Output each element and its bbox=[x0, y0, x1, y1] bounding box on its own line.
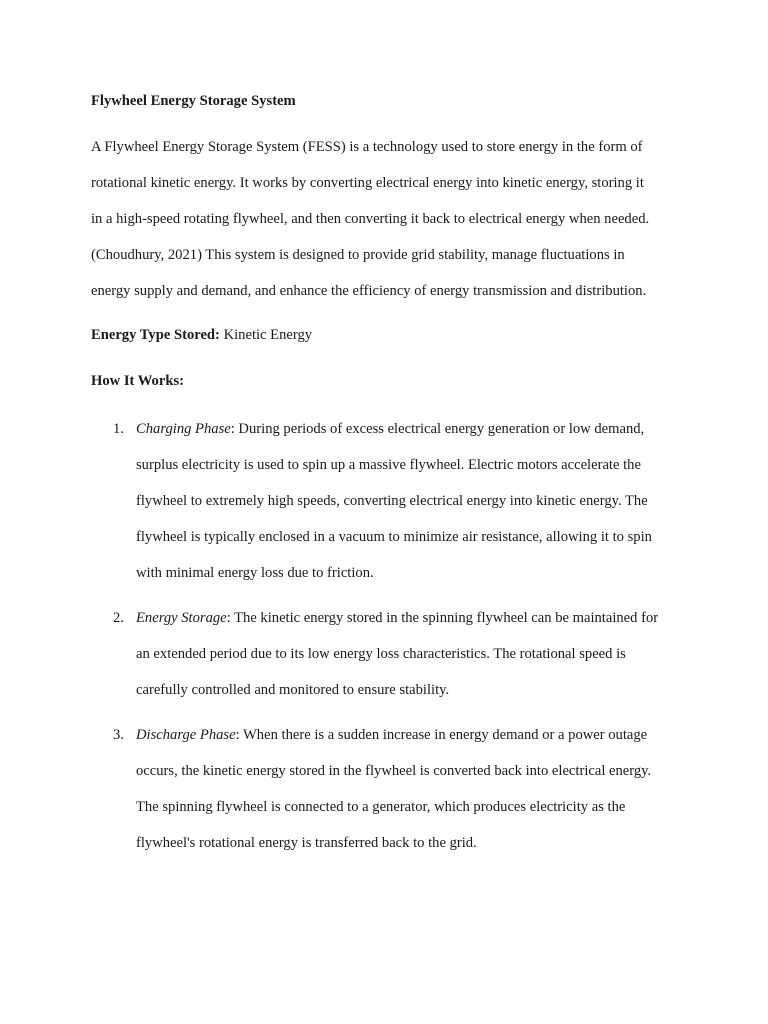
list-line bbox=[136, 419, 696, 455]
list-line: flywheel's rotational energy is transferred back to the grid. bbox=[136, 835, 477, 851]
list-line: an extended period due to its low energy loss characteristics. The rotational speed is bbox=[136, 646, 626, 662]
paragraph-line: rotational kinetic energy. It works by converting electrical energy into kinetic energy, storing it bbox=[91, 175, 644, 191]
list-line: occurs, the kinetic energy stored in the flywheel is converted back into electrical energy. bbox=[136, 763, 652, 779]
list-line bbox=[136, 608, 696, 644]
list-number: 1. bbox=[113, 421, 124, 437]
list-line: flywheel to extremely high speeds, converting electrical energy into kinetic energy. The bbox=[136, 493, 648, 509]
list-line: flywheel is typically enclosed in a vacuum to minimize air resistance, allowing it to spin bbox=[136, 529, 652, 545]
list-line: The spinning flywheel is connected to a generator, which produces electricity as the bbox=[136, 799, 626, 815]
list-item-text: : During periods of excess electrical energy generation or low demand, bbox=[230, 421, 645, 437]
energy-type-label: Energy Type Stored: bbox=[91, 327, 220, 343]
list-line: carefully controlled and monitored to ensure stability. bbox=[136, 682, 450, 698]
list-line: with minimal energy loss due to friction. bbox=[136, 565, 374, 581]
list-item-term: Discharge Phase bbox=[136, 727, 236, 743]
list-item-body bbox=[136, 419, 696, 599]
list-line bbox=[136, 725, 696, 761]
paragraph-line: in a high-speed rotating flywheel, and then converting it back to electrical energy when needed. bbox=[91, 211, 650, 227]
list-item-text: : The kinetic energy stored in the spinning flywheel can be maintained for bbox=[226, 610, 659, 626]
list-item-body bbox=[136, 608, 696, 716]
energy-type-value: Kinetic Energy bbox=[219, 327, 313, 343]
list-item-text: : When there is a sudden increase in energy demand or a power outage bbox=[235, 727, 648, 743]
intro-paragraph bbox=[91, 137, 691, 317]
list-line: surplus electricity is used to spin up a massive flywheel. Electric motors accelerate the bbox=[136, 457, 641, 473]
paragraph-line: A Flywheel Energy Storage System (FESS) is a technology used to store energy in the form of bbox=[91, 139, 643, 155]
paragraph-line: (Choudhury, 2021) This system is designed to provide grid stability, manage fluctuations in bbox=[91, 247, 625, 263]
list-number: 3. bbox=[113, 727, 124, 743]
list-item-term: Charging Phase bbox=[136, 421, 231, 437]
list-item-body bbox=[136, 725, 696, 869]
list-item-term: Energy Storage bbox=[136, 610, 227, 626]
paragraph-line: energy supply and demand, and enhance the efficiency of energy transmission and distribution. bbox=[91, 283, 647, 299]
list-number: 2. bbox=[113, 610, 124, 626]
energy-type-line bbox=[91, 327, 312, 344]
document-title: Flywheel Energy Storage System bbox=[91, 93, 296, 109]
how-it-works-heading: How It Works: bbox=[91, 373, 184, 389]
